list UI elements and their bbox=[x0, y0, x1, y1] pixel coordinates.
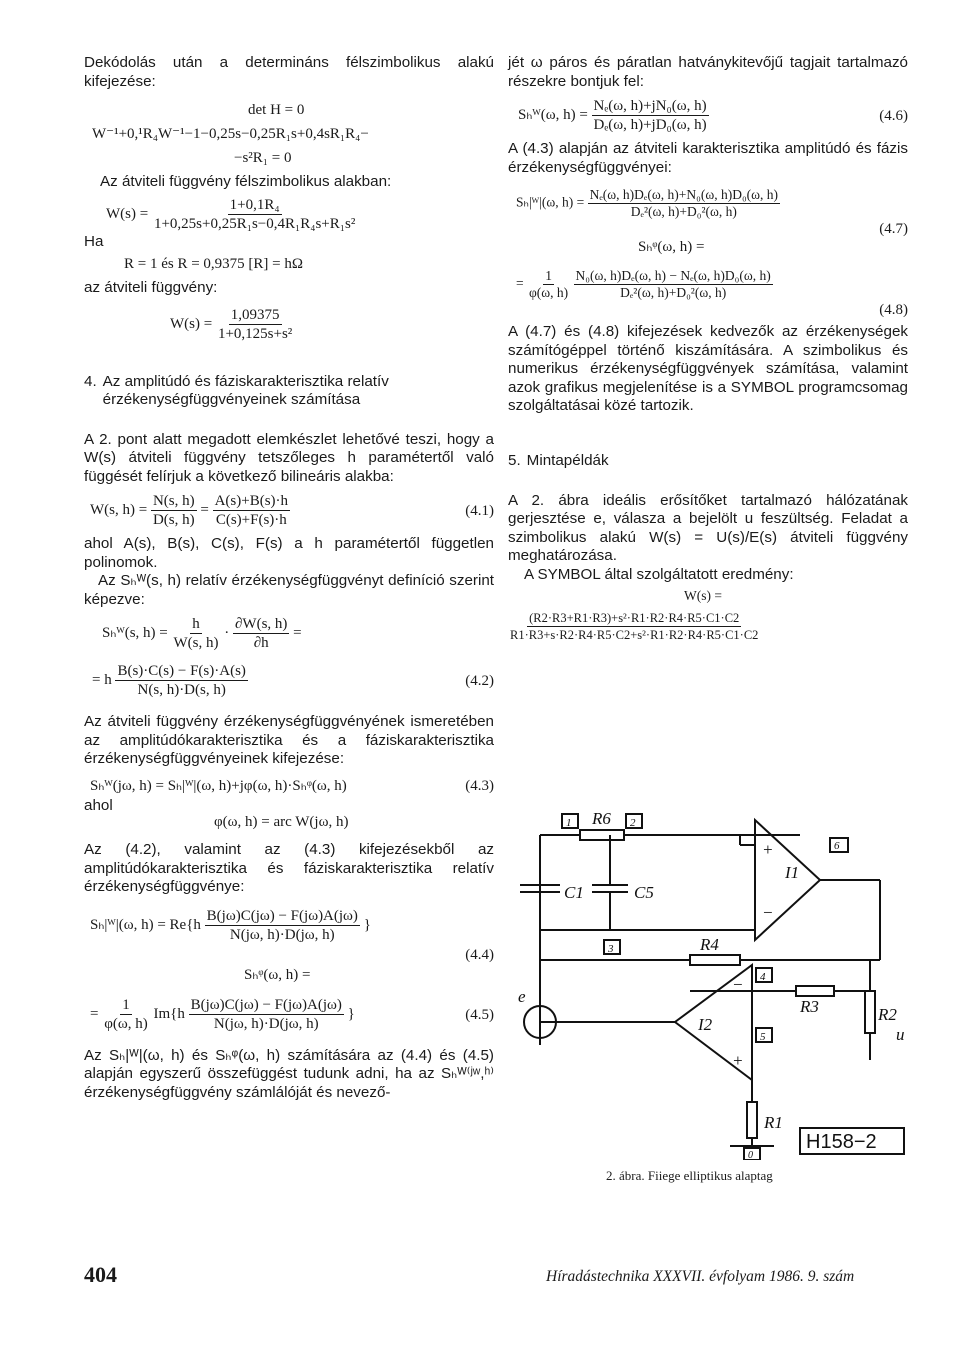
transfer-label: az átviteli függvény: bbox=[84, 279, 218, 296]
e45-im: Im{h bbox=[153, 1005, 185, 1022]
result-fraction bbox=[508, 610, 908, 643]
section-4-number: 4. bbox=[84, 372, 97, 390]
result-frac bbox=[508, 610, 760, 643]
e41-frac1 bbox=[151, 492, 197, 529]
w2-lhs: W(s) = bbox=[170, 315, 213, 332]
label-node-2: 2 bbox=[630, 817, 636, 829]
e48-frac1 bbox=[527, 268, 570, 301]
e45-num: B(jω)C(jω) − F(jω)A(jω) bbox=[190, 996, 342, 1013]
equation-4-8 bbox=[516, 268, 908, 301]
e42b-num: B(s)·C(s) − F(s)·A(s) bbox=[117, 663, 246, 679]
equation-4-4 bbox=[90, 907, 494, 944]
e42a-den2: ∂h bbox=[253, 635, 269, 651]
paragraph-bilinear: A 2. pont alatt megadott elemkészlet lehetővé teszi, hogy a W(s) átviteli függvény tetszőleges h paramétertől való függését felírjuk a következő bilineáris alakba: bbox=[84, 430, 494, 485]
page-number: 404 bbox=[84, 1262, 117, 1287]
right-column bbox=[508, 54, 908, 643]
e42a-num2: ∂W(s, h) bbox=[235, 616, 288, 632]
semi-symbolic-label: Az átviteli függvény félszimbolikus alakban: bbox=[100, 173, 392, 190]
e42a-num1: h bbox=[192, 616, 200, 632]
circuit-diagram bbox=[500, 790, 910, 1160]
e47-frac bbox=[588, 187, 780, 220]
e47-num: Nₑ(ω, h)Dₑ(ω, h)+N₀(ω, h)D₀(ω, h) bbox=[589, 187, 779, 202]
section-5-title: Mintapéldák bbox=[526, 451, 609, 469]
label-c5: C5 bbox=[634, 883, 654, 902]
e44-number-row bbox=[84, 946, 494, 964]
e45-head: Sₕᵠ(ω, h) = bbox=[244, 966, 311, 983]
label-r2: R2 bbox=[878, 1005, 897, 1024]
e41-lhs: W(s, h) = bbox=[90, 501, 148, 518]
label-i1-plus: + bbox=[762, 840, 774, 859]
e41-equals: = bbox=[200, 501, 209, 518]
phase-definition: φ(ω, h) = arc W(jω, h) bbox=[214, 814, 349, 830]
e48-head: Sₕᵠ(ω, h) = bbox=[638, 239, 705, 255]
label-r4: R4 bbox=[700, 935, 719, 954]
equation-4-1 bbox=[90, 492, 494, 529]
label-u: u bbox=[896, 1025, 905, 1044]
e46-den: Dₑ(ω, h)+jD₀(ω, h) bbox=[593, 117, 707, 133]
equation-4-7 bbox=[516, 187, 908, 220]
w-denominator: 1+0,25s+0,25R₁s−0,4R₁R₄s+R₁s² bbox=[153, 215, 356, 232]
label-node-5: 5 bbox=[760, 1031, 766, 1043]
e45-lhs: = bbox=[90, 1005, 99, 1022]
resistor-r1 bbox=[747, 1102, 757, 1138]
e45-number: (4.5) bbox=[465, 1006, 494, 1023]
e41-num2: A(s)+B(s)·h bbox=[214, 493, 289, 509]
e44-lhs: Sₕ|ᵂ|(ω, h) = Re{h bbox=[90, 916, 201, 933]
paragraph-computation: A (4.7) és (4.8) kifejezések kedvezők az érzékenységek számítógéppel történő kiszámítására. A szimbolikus és numerikus érzékenységfüggvények számítása, valamint azok grafikus megjelenítése is a SYMBOL programcsomag szolgáltatásai közé tartozik. bbox=[508, 323, 908, 414]
w-lhs: W(s) = bbox=[106, 205, 149, 222]
paragraph-example: A 2. ábra ideális erősítőket tartalmazó hálózatának gerjesztése e, válasza a bejelölt u feszültség. Feladat a szimbolikus alakú W(s) = U(s)/E(s) átviteli függvény meghatározása. bbox=[508, 491, 908, 564]
figure-label: H158−2 bbox=[806, 1131, 877, 1153]
e48-number: (4.8) bbox=[879, 302, 908, 318]
e45-close: } bbox=[347, 1005, 355, 1022]
equation-4-6 bbox=[518, 97, 908, 134]
label-i2-plus: + bbox=[732, 1051, 744, 1070]
w2-fraction bbox=[216, 306, 294, 343]
paragraph-polynomials: ahol A(s), B(s), C(s), F(s) a h paramétertől független polinomok. bbox=[84, 535, 494, 571]
label-i1: I1 bbox=[785, 863, 800, 882]
label-i1-minus: − bbox=[762, 903, 774, 922]
ahol-label: ahol bbox=[84, 796, 113, 814]
journal-footer: Híradástechnika XXXVII. évfolyam 1986. 9. szám bbox=[546, 1268, 855, 1285]
equation-4-2b bbox=[92, 662, 494, 699]
e43-number: (4.3) bbox=[465, 777, 494, 794]
label-r3: R3 bbox=[800, 997, 819, 1016]
section-4-title: Az amplitúdó és fáziskarakterisztika relatív érzékenységfüggvényeinek számítása bbox=[102, 372, 389, 408]
equation-4-2a bbox=[102, 615, 494, 652]
label-node-3: 3 bbox=[608, 943, 614, 955]
e42a-equals: = bbox=[293, 624, 302, 641]
ha-label: Ha bbox=[84, 232, 104, 250]
label-i2-minus: − bbox=[732, 975, 744, 994]
w-numerator: 1+0,1R₄ bbox=[229, 196, 280, 213]
e48-den1: φ(ω, h) bbox=[529, 285, 569, 300]
w2-denominator: 1+0,125s+s² bbox=[217, 325, 293, 342]
e43-body: Sₕᵂ(jω, h) = Sₕ|ᵂ|(ω, h)+jφ(ω, h)·Sₕᵠ(ω, h) bbox=[90, 777, 347, 794]
label-node-4: 4 bbox=[760, 971, 766, 983]
paragraph-split: jét ω páros és páratlan hatványkitevőjű tagjait tartalmazó részekre bontjuk fel: bbox=[508, 54, 908, 90]
e42a-dot: · bbox=[224, 624, 230, 641]
e42a-frac2 bbox=[233, 615, 289, 652]
e44-number: (4.4) bbox=[465, 946, 494, 963]
e44-close: } bbox=[363, 916, 371, 933]
paragraph-result-label: A SYMBOL által szolgáltatott eredmény: bbox=[524, 565, 794, 583]
e42a-lhs: Sₕᵂ(s, h) = bbox=[102, 624, 168, 641]
transfer-function-numeric bbox=[170, 306, 494, 343]
label-r1: R1 bbox=[764, 1113, 783, 1132]
e48-lhs: = bbox=[516, 275, 524, 291]
transfer-function-equation bbox=[106, 196, 494, 233]
e48-number-row bbox=[508, 301, 908, 319]
e47-number: (4.7) bbox=[879, 221, 908, 237]
e45-num1: 1 bbox=[122, 996, 130, 1013]
e46-frac bbox=[592, 97, 709, 134]
e46-number: (4.6) bbox=[879, 108, 908, 124]
e47-number-row bbox=[508, 220, 908, 238]
e44-frac bbox=[205, 907, 360, 944]
result-num: (R2·R3+R1·R3)+s²·R1·R2·R4·R5·C1·C2 bbox=[529, 611, 740, 625]
label-node-6: 6 bbox=[834, 840, 840, 852]
e42a-den1: W(s, h) bbox=[173, 635, 219, 651]
e47-den: Dₑ²(ω, h)+D₀²(ω, h) bbox=[630, 204, 737, 219]
paragraph-relationship: Az Sₕ|ᵂ|(ω, h) és Sₕᵠ(ω, h) számítására az (4.4) és (4.5) alapján egyszerű összefüggést tudunk adni, ha az Sₕᵂ⁽ʲʷ,ʰ⁾ érzékenységfüggvény számlálóját és nevező- bbox=[84, 1046, 494, 1101]
e46-lhs: Sₕᵂ(ω, h) = bbox=[518, 106, 588, 123]
equation-a-line2: −s²R₁ = 0 bbox=[234, 150, 292, 166]
resistor-r6 bbox=[580, 830, 624, 840]
result-lhs: W(s) = bbox=[684, 588, 722, 603]
label-r6: R6 bbox=[592, 809, 611, 828]
equation-a-line1: W⁻¹+0,¹R₄W⁻¹−1−0,25s−0,25R₁s+0,4sR₁R₄− bbox=[92, 126, 369, 142]
label-node-1: 1 bbox=[566, 817, 572, 829]
paragraph-definition: Az Sₕᵂ(s, h) relatív érzékenységfüggvényt definíció szerint képezve: bbox=[84, 572, 494, 608]
label-e: e bbox=[518, 987, 526, 1006]
e48-num1: 1 bbox=[545, 268, 552, 283]
figure-caption: 2. ábra. Fiiege elliptikus alaptag bbox=[606, 1168, 773, 1183]
section-5-heading bbox=[508, 452, 908, 470]
e45-den: N(jω, h)·D(jω, h) bbox=[213, 1015, 319, 1032]
resistor-r2 bbox=[865, 991, 875, 1033]
e48-den: Dₑ²(ω, h)+D₀²(ω, h) bbox=[620, 285, 727, 300]
e41-frac2 bbox=[213, 492, 290, 529]
e42a-frac1 bbox=[172, 615, 221, 652]
e45-den1: φ(ω, h) bbox=[104, 1015, 148, 1032]
label-c1: C1 bbox=[564, 883, 584, 902]
w2-numerator: 1,09375 bbox=[230, 306, 280, 323]
e47-lhs: Sₕ|ᵂ|(ω, h) = bbox=[516, 194, 585, 210]
left-column bbox=[84, 54, 494, 1102]
e44-num: B(jω)C(jω) − F(jω)A(jω) bbox=[206, 907, 358, 924]
e42b-den: N(s, h)·D(s, h) bbox=[137, 682, 226, 698]
label-node-0: 0 bbox=[748, 1150, 753, 1160]
equation-4-5 bbox=[90, 996, 494, 1033]
resistor-r4 bbox=[690, 955, 740, 965]
section-4-heading bbox=[84, 373, 494, 409]
section-5-number: 5. bbox=[508, 451, 521, 469]
e41-number: (4.1) bbox=[465, 503, 494, 519]
paragraph-amplitude-phase: Az (4.2), valamint az (4.3) kifejezésekből az amplitúdókarakterisztika és fáziskarakterisztika relatív érzékenységfüggvénye: bbox=[84, 841, 494, 895]
e48-num: N₀(ω, h)Dₑ(ω, h) − Nₑ(ω, h)D₀(ω, h) bbox=[575, 268, 771, 283]
e45-frac2 bbox=[189, 996, 344, 1033]
e41-num1: N(s, h) bbox=[152, 493, 195, 509]
paragraph-ampl-phase-sens: A (4.3) alapján az átviteli karakterisztika amplitúdó és fázis érzékenységfüggvényei: bbox=[508, 140, 908, 176]
e44-den: N(jω, h)·D(jω, h) bbox=[229, 926, 335, 943]
det-equation: det H = 0 bbox=[248, 102, 305, 118]
paragraph-sensitivity: Az átviteli függvény érzékenységfüggvényének ismeretében az amplitúdókarakterisztika és a fáziskarakterisztika érzékenységfüggvényeinek kifejezése: bbox=[84, 713, 494, 767]
e46-num: Nₑ(ω, h)+jN₀(ω, h) bbox=[593, 98, 707, 114]
e48-frac2 bbox=[574, 268, 773, 301]
e45-frac1 bbox=[102, 996, 150, 1033]
w-fraction bbox=[152, 196, 357, 233]
intro-text: Dekódolás után a determináns félszimbolikus alakú kifejezése: bbox=[84, 54, 494, 90]
e41-den2: C(s)+F(s)·h bbox=[215, 512, 287, 528]
equation-4-3 bbox=[90, 777, 494, 795]
e41-den1: D(s, h) bbox=[152, 512, 195, 528]
label-i2: I2 bbox=[698, 1015, 713, 1034]
resistor-condition: R = 1 és R = 0,9375 [R] = hΩ bbox=[124, 256, 304, 272]
resistor-r3 bbox=[796, 986, 834, 996]
result-den: R1·R3+s·R2·R4·R5·C2+s²·R1·R2·R4·R5·C1·C2 bbox=[510, 628, 759, 642]
e42-number: (4.2) bbox=[465, 673, 494, 689]
e42b-lhs: = h bbox=[92, 671, 112, 688]
e42b-frac bbox=[115, 662, 247, 699]
